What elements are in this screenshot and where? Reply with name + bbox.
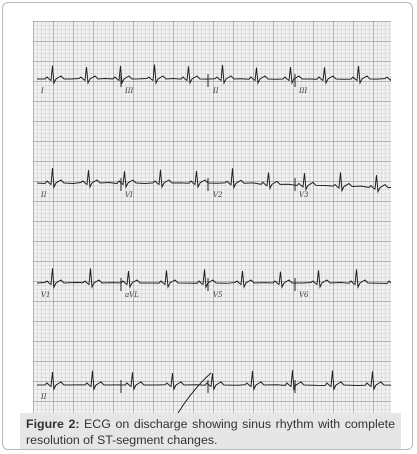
lead-label: III [125, 87, 134, 95]
lead-label: II [41, 191, 47, 199]
lead-label: I [41, 87, 44, 95]
lead-label: II [213, 87, 219, 95]
figure-frame [2, 2, 413, 450]
lead-label: V6 [299, 291, 309, 299]
caption-label: Figure 2: [26, 417, 80, 431]
figure-caption [20, 413, 401, 449]
ecg-tracing [33, 21, 391, 413]
lead-label: V5 [213, 291, 223, 299]
lead-label: V3 [299, 191, 309, 199]
lead-label: aVL [125, 291, 139, 299]
ecg-grid [33, 21, 391, 413]
lead-label: V1 [41, 291, 51, 299]
lead-label: III [299, 87, 308, 95]
ecg-image [33, 21, 391, 413]
lead-label: V2 [213, 191, 223, 199]
caption-text: ECG on discharge showing sinus rhythm with complete resolution of ST-segment changes. [26, 417, 396, 447]
lead-label: VI [125, 191, 133, 199]
lead-label: II [41, 393, 47, 401]
